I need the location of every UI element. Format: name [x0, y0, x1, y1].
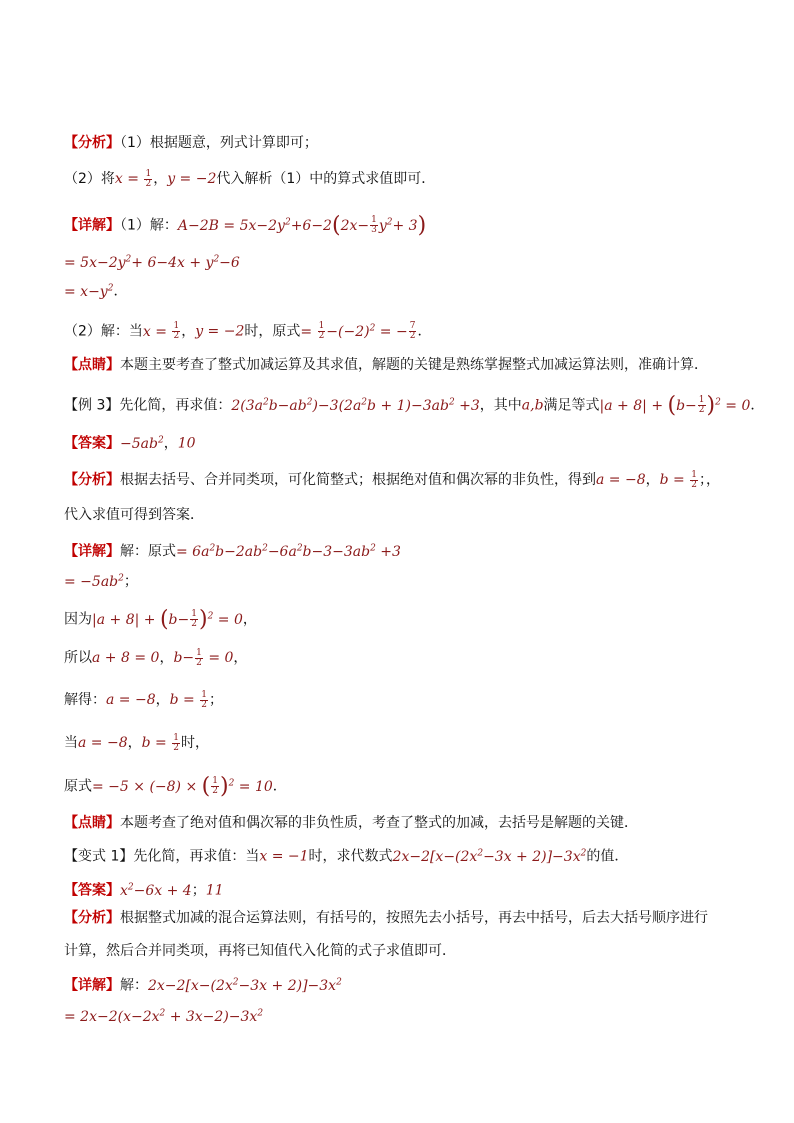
math-answer-value: 10: [177, 435, 196, 452]
text: 本题主要考查了整式加减运算及其求值，解题的关键是熟练掌握整式加减运算法则，准确计算．: [120, 357, 708, 373]
analysis-line-5: [64, 908, 734, 928]
text: 【变式 1】先化简，再求值：当: [64, 848, 260, 865]
math-a-eq: a + 8 = 0: [92, 650, 160, 666]
punct: ．: [113, 283, 128, 300]
math-result: = $\frac{1}{2}$ $-(-2)^2$ = − $\frac{7}{2}$: [300, 321, 416, 342]
math-b-eq: b− $\frac{1}{2}$ = 0: [173, 647, 234, 668]
text: 代入解析（1）中的算式求值即可．: [216, 171, 436, 187]
tag-analysis: 【分析】: [64, 910, 120, 926]
punct: ，: [645, 472, 660, 488]
text: 时，求代数式: [308, 848, 393, 865]
comment-line: [64, 355, 734, 375]
punct: ，: [705, 472, 720, 488]
tag-comment: 【点睛】: [64, 357, 120, 373]
math-x-eq: x = $\frac{1}{2}$: [142, 321, 180, 342]
punct: ；: [123, 573, 138, 590]
text: 【例 3】先化简，再求值：: [64, 397, 232, 414]
math-expr: = −5 × (−8) × ( $\frac{1}{2}$ )$^2$ = 10: [92, 773, 273, 799]
text: 根据整式加减的混合运算法则，有括号的，按照先去小括号，再去中括号，后去大括号顺序进行: [120, 910, 708, 926]
punct: ，: [181, 323, 196, 340]
text: 当: [64, 735, 78, 751]
detail-line-8: [64, 648, 734, 668]
math-b-eq: b = $\frac{1}{2}$: [659, 469, 697, 490]
text: 解：: [120, 977, 148, 994]
tag-comment: 【点睛】: [64, 815, 120, 831]
math-expr: = $6a^2b-2ab^2-6a^2b-3-3ab^2 +3$: [176, 543, 401, 560]
text: 解：原式: [120, 543, 176, 560]
detail-line-7: [64, 606, 734, 630]
detail-line-6: [64, 568, 734, 592]
text: 根据去括号、合并同类项，可化简整式；根据绝对值和偶次幂的非负性，得到: [120, 472, 596, 488]
punct: ，: [163, 435, 178, 452]
math-answer: $x^2-6x + 4$: [120, 882, 192, 899]
text: （1）解：: [120, 217, 178, 234]
example-3-line: [64, 392, 765, 418]
text: 因为: [64, 611, 92, 628]
math-x-eq: x = $\frac{1}{2}$: [114, 168, 152, 189]
punct: ，: [127, 735, 142, 751]
text: （2）解：当: [64, 323, 143, 340]
tag-answer: 【答案】: [64, 435, 120, 452]
punct: ；: [191, 882, 206, 899]
detail-line-10: [64, 733, 734, 753]
math-x-eq: x = −1: [259, 848, 309, 865]
punct: ，: [233, 650, 248, 666]
text: ，其中: [479, 397, 522, 414]
math-expr: $2(3a^2b-ab^2)-3(2a^2b + 1)-3ab^2 +3$: [231, 397, 480, 414]
math-condition: |a + 8| + (b− $\frac{1}{2}$ )$^2$ = 0: [92, 606, 243, 632]
text: 时，: [180, 735, 209, 751]
analysis-line-6: [64, 941, 734, 961]
math-answer-value: 11: [205, 882, 224, 899]
text: 时，原式: [244, 323, 301, 340]
analysis-line-1: [64, 133, 734, 153]
math-b-eq: b = $\frac{1}{2}$: [169, 689, 207, 710]
answer-line-1: [64, 430, 734, 454]
punct: ；: [208, 692, 223, 708]
detail-line-2: [64, 249, 734, 273]
tag-analysis: 【分析】: [64, 135, 120, 151]
answer-line-2: [64, 877, 734, 901]
math-y-eq: y = −2: [195, 323, 245, 340]
punct: ，: [153, 171, 168, 187]
math-b-eq: b = $\frac{1}{2}$: [141, 732, 179, 753]
text: 所以: [64, 650, 92, 666]
text: 本题考查了绝对值和偶次幂的非负性质，考查了整式的加减，去括号是解题的关键．: [120, 815, 638, 831]
detail-line-12: [64, 972, 734, 996]
math-expr: = $2x-2(x-2x^2 + 3x-2)-3x^2$: [64, 1008, 264, 1025]
analysis-line-4: [64, 505, 734, 525]
punct: ，: [155, 692, 170, 708]
text: 代入求值可得到答案．: [64, 507, 204, 523]
math-expr: $A-2B = 5x-2y^2+6-2(2x-$ $\frac{1}{3}$ $y^2+ 3$): [177, 212, 427, 238]
detail-line-1: [64, 212, 734, 236]
math-vars: a,b: [521, 397, 544, 414]
tag-detail: 【详解】: [64, 543, 120, 560]
analysis-line-2: [64, 169, 734, 189]
comment-line-2: [64, 813, 734, 833]
detail-line-13: [64, 1003, 734, 1027]
math-a-eq: a = −8: [596, 472, 646, 488]
detail-line-3: [64, 278, 734, 302]
tag-analysis: 【分析】: [64, 472, 120, 488]
tag-detail: 【详解】: [64, 977, 120, 994]
detail-line-11: [64, 773, 734, 797]
math-answer: $-5ab^2$: [120, 435, 164, 452]
detail-line-4: [64, 318, 734, 342]
text: 的值．: [586, 848, 629, 865]
punct: ．: [272, 778, 287, 795]
detail-line-9: [64, 690, 734, 710]
variant-1-line: [64, 843, 734, 867]
text: （2）将: [64, 171, 115, 187]
punct: ．: [750, 397, 765, 414]
punct: ．: [417, 323, 432, 340]
tag-answer: 【答案】: [64, 882, 120, 899]
text: 解得：: [64, 692, 106, 708]
math-a-eq: a = −8: [106, 692, 156, 708]
text: 满足等式: [543, 397, 600, 414]
math-condition: |a + 8| + (b− $\frac{1}{2}$ )$^2$ = 0: [599, 392, 751, 418]
text: 原式: [64, 778, 92, 795]
math-expr: = $x-y^2$: [64, 283, 114, 300]
math-expr: = $-5ab^2$: [64, 573, 124, 590]
math-expr: $2x-2[x-(2x^2-3x + 2)]-3x^2$: [148, 977, 342, 994]
math-a-eq: a = −8: [78, 735, 128, 751]
punct: ，: [159, 650, 174, 666]
text: 计算，然后合并同类项，再将已知值代入化简的式子求值即可．: [64, 943, 456, 959]
detail-line-5: [64, 538, 734, 562]
math-expr: = $5x-2y^2+ 6-4x + y^2-6$: [64, 254, 240, 271]
punct: ；: [698, 472, 706, 488]
tag-detail: 【详解】: [64, 217, 120, 234]
punct: ，: [242, 611, 257, 628]
text: （1）根据题意，列式计算即可；: [120, 135, 318, 151]
analysis-line-3: [64, 470, 734, 490]
math-y-eq: y = −2: [167, 171, 217, 187]
math-expr: $2x-2[x-(2x^2-3x + 2)]-3x^2$: [392, 848, 587, 865]
